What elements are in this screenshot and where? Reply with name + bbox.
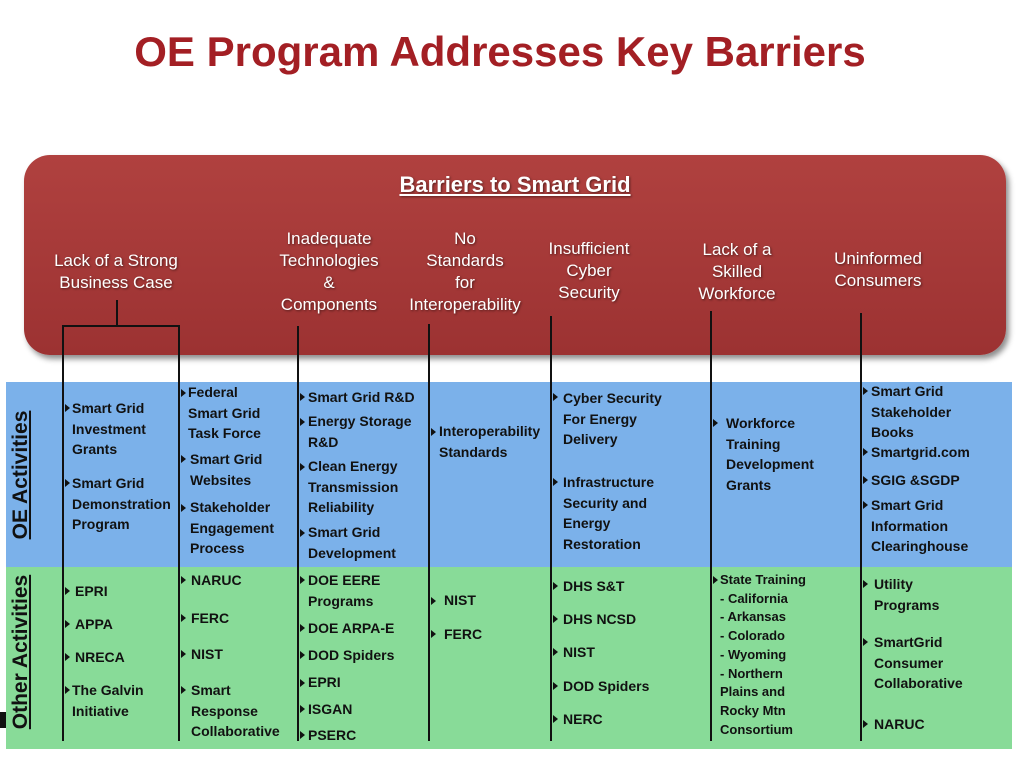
other-item: Utility Programs (874, 576, 940, 613)
other-item: FERC (191, 610, 230, 626)
bullet-icon (300, 463, 305, 471)
bullet-icon (300, 731, 305, 739)
other-item: DOE ARPA-E (308, 620, 395, 636)
connector-line (116, 300, 118, 326)
barriers-heading: Barriers to Smart Grid (399, 172, 631, 197)
oe-item: Smart Grid Websites (190, 451, 263, 488)
other-item: ISGAN (308, 701, 353, 717)
bullet-icon (300, 393, 305, 401)
barrier-consumers: Uninformed Consumers (834, 249, 922, 290)
bullet-icon (300, 576, 305, 584)
bullet-icon (863, 448, 868, 456)
other-activities-label: Other Activities (9, 574, 32, 730)
other-item: The Galvin Initiative (72, 682, 144, 719)
bullet-icon (431, 630, 436, 638)
bullet-icon (553, 682, 558, 690)
oe-item: Cyber Security For Energy Delivery (563, 390, 662, 447)
other-item: DHS NCSD (563, 611, 637, 627)
bullet-icon (553, 582, 558, 590)
oe-item: Smart Grid Information Clearinghouse (871, 497, 969, 554)
bullet-icon (181, 686, 186, 694)
bullet-icon (300, 624, 305, 632)
bullet-icon (431, 428, 436, 436)
oe-item: SGIG &SGDP (871, 472, 960, 488)
other-item: State Training - California - Arkansas - Colorado - Wyoming - Northern Plains and Rocky Mtn Consortium (720, 572, 806, 737)
page-title: OE Program Addresses Key Barriers (134, 28, 866, 75)
bullet-icon (863, 720, 868, 728)
oe-item: Smart Grid Development (308, 524, 396, 561)
bullet-icon (863, 638, 868, 646)
other-item: NRECA (75, 649, 125, 665)
barrier-business-case: Lack of a Strong Business Case (54, 251, 178, 292)
connector-line (178, 325, 180, 741)
bullet-icon (713, 576, 718, 584)
oe-item: Smart Grid Demonstration Program (72, 475, 171, 532)
bullet-icon (863, 580, 868, 588)
bullet-icon (181, 389, 186, 397)
bullet-icon (65, 479, 70, 487)
connector-line (62, 325, 64, 741)
corner-mark (0, 712, 6, 728)
other-item: DOE EERE Programs (308, 572, 381, 609)
bullet-icon (713, 419, 718, 427)
other-item: APPA (75, 616, 113, 632)
bullet-icon (863, 387, 868, 395)
bullet-icon (300, 705, 305, 713)
other-item: NIST (191, 646, 223, 662)
bullet-icon (553, 715, 558, 723)
bullet-icon (65, 653, 70, 661)
oe-item: Stakeholder Engagement Process (190, 499, 275, 556)
oe-item: Clean Energy Transmission Reliability (308, 458, 399, 515)
bullet-icon (300, 418, 305, 426)
other-item: FERC (444, 626, 483, 642)
bullet-icon (553, 478, 558, 486)
bullet-icon (65, 404, 70, 412)
connector-line (860, 313, 862, 741)
bullet-icon (863, 501, 868, 509)
oe-item: Interoperability Standards (439, 423, 541, 460)
connector-line (550, 316, 552, 741)
bullet-icon (300, 651, 305, 659)
oe-item: Energy Storage R&D (308, 413, 412, 450)
other-item: DOD Spiders (563, 678, 650, 694)
other-item: NERC (563, 711, 603, 727)
other-item: DOD Spiders (308, 647, 395, 663)
bullet-icon (181, 576, 186, 584)
other-item: NARUC (874, 716, 925, 732)
bullet-icon (65, 587, 70, 595)
barrier-workforce: Lack of a Skilled Workforce (698, 240, 776, 303)
bullet-icon (863, 476, 868, 484)
other-item: EPRI (75, 583, 108, 599)
bullet-icon (181, 455, 186, 463)
other-item: EPRI (308, 674, 341, 690)
connector-line (710, 311, 712, 741)
oe-item: Infrastructure Security and Energy Restoration (563, 474, 655, 552)
oe-item: Federal Smart Grid Task Force (188, 384, 261, 441)
other-item: Smart Response Collaborative (191, 682, 280, 739)
bullet-icon (553, 393, 558, 401)
barrier-cyber-security: Insufficient Cyber Security (548, 239, 630, 302)
bullet-icon (553, 648, 558, 656)
other-item: NARUC (191, 572, 242, 588)
oe-item: Smart Grid R&D (308, 389, 415, 405)
other-item: NIST (444, 592, 476, 608)
bullet-icon (181, 650, 186, 658)
barrier-standards: No Standards for Interoperability (409, 229, 521, 314)
bullet-icon (181, 504, 186, 512)
other-item: PSERC (308, 727, 357, 743)
connector-line (62, 325, 180, 327)
bullet-icon (181, 614, 186, 622)
oe-activities-label: OE Activities (9, 410, 32, 540)
other-item: DHS S&T (563, 578, 625, 594)
oe-item: Smart Grid Investment Grants (72, 400, 146, 457)
connector-line (297, 326, 299, 741)
oe-item: Workforce Training Development Grants (726, 415, 814, 493)
barrier-technologies: Inadequate Technologies & Components (279, 229, 379, 314)
other-item: NIST (563, 644, 595, 660)
oe-item: Smartgrid.com (871, 444, 970, 460)
bullet-icon (65, 686, 70, 694)
bullet-icon (553, 615, 558, 623)
oe-item: Smart Grid Stakeholder Books (871, 383, 952, 440)
bullet-icon (431, 597, 436, 605)
bullet-icon (300, 679, 305, 687)
connector-line (428, 324, 430, 741)
bullet-icon (300, 529, 305, 537)
other-item: SmartGrid Consumer Collaborative (874, 634, 963, 691)
bullet-icon (65, 620, 70, 628)
